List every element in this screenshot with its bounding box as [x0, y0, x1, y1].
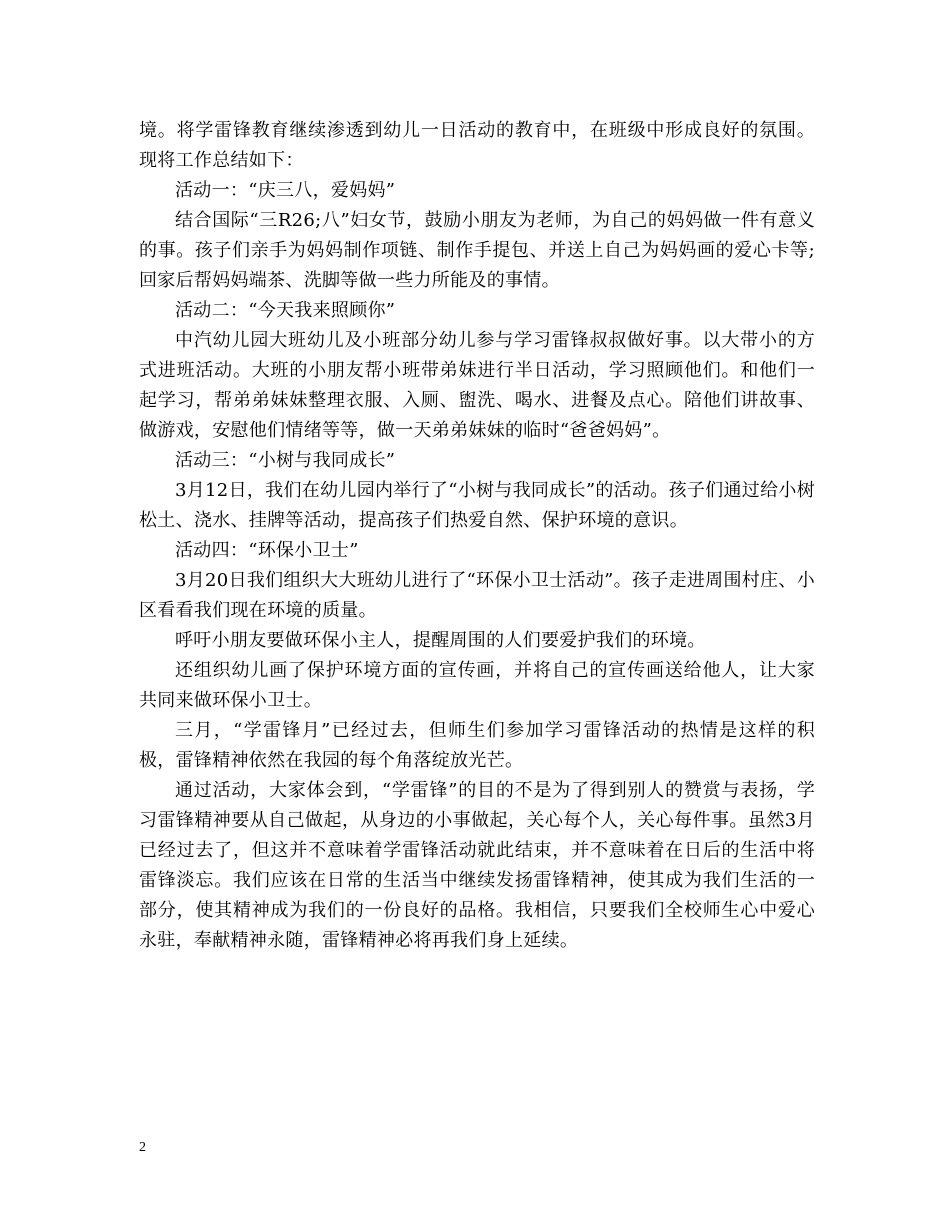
heading-activity-three: 活动三：“小树与我同成长”: [175, 450, 396, 471]
paragraph-activity-two: 中汽幼儿园大班幼儿及小班部分幼儿参与学习雷锋叔叔做好事。以大带小的方式进班活动。大班的小朋友帮小班带弟妹进行半日活动，学习照顾他们。和他们一起学习，帮弟弟妹妹整理衣服、入厕、盥洗、喝水、进餐及点心。陪他们讲故事、做游戏，安慰他们情绪等等，做一天弟弟妹妹的临时“爸爸妈妈”。: [139, 330, 815, 441]
paragraph-march: 三月，“学雷锋月”已经过去，但师生们参加学习雷锋活动的热情是这样的积极，雷锋精神依然在我园的每个角落绽放光芒。: [139, 720, 815, 771]
paragraph-activity-one: 结合国际“三R26;八”妇女节，鼓励小朋友为老师，为自己的妈妈做一件有意义的事。孩子们亲手为妈妈制作项链、制作手提包、并送上自己为妈妈画的爱心卡等;回家后帮妈妈端茶、洗脚等做一些力所能及的事情。: [139, 210, 815, 291]
document-body: [139, 116, 815, 956]
paragraph-conclusion: 通过活动，大家体会到，“学雷锋”的目的不是为了得到别人的赞赏与表扬，学习雷锋精神要从自己做起，从身边的小事做起，关心每个人，关心每件事。虽然3月已经过去了，但这并不意味着学雷锋活动就此结束，并不意味着在日后的生活中将雷锋淡忘。我们应该在日常的生活当中继续发扬雷锋精神，使其成为我们生活的一部分，使其精神成为我们的一份良好的品格。我相信，只要我们全校师生心中爱心永驻，奉献精神永随，雷锋精神必将再我们身上延续。: [139, 780, 815, 951]
page-number: 2: [139, 1140, 146, 1155]
paragraph-activity-three: 3月12日，我们在幼儿园内举行了“小树与我同成长”的活动。孩子们通过给小树松土、浇水、挂牌等活动，提高孩子们热爱自然、保护环境的意识。: [139, 480, 815, 531]
heading-activity-four: 活动四：“环保小卫士”: [175, 540, 359, 561]
heading-activity-two: 活动二：“今天我来照顾你”: [175, 300, 396, 321]
heading-activity-one: 活动一：“庆三八，爱妈妈”: [175, 180, 396, 201]
paragraph-intro: 境。将学雷锋教育继续渗透到幼儿一日活动的教育中，在班级中形成良好的氛围。现将工作总结如下：: [139, 120, 815, 171]
paragraph-activity-four: 3月20日我们组织大大班幼儿进行了“环保小卫士活动”。孩子走进周围村庄、小区看看我们现在环境的质量。: [139, 570, 815, 621]
paragraph-appeal: 呼吁小朋友要做环保小主人，提醒周围的人们要爱护我们的环境。: [175, 630, 706, 651]
paragraph-poster: 还组织幼儿画了保护环境方面的宣传画，并将自己的宣传画送给他人，让大家共同来做环保小卫士。: [139, 660, 815, 711]
